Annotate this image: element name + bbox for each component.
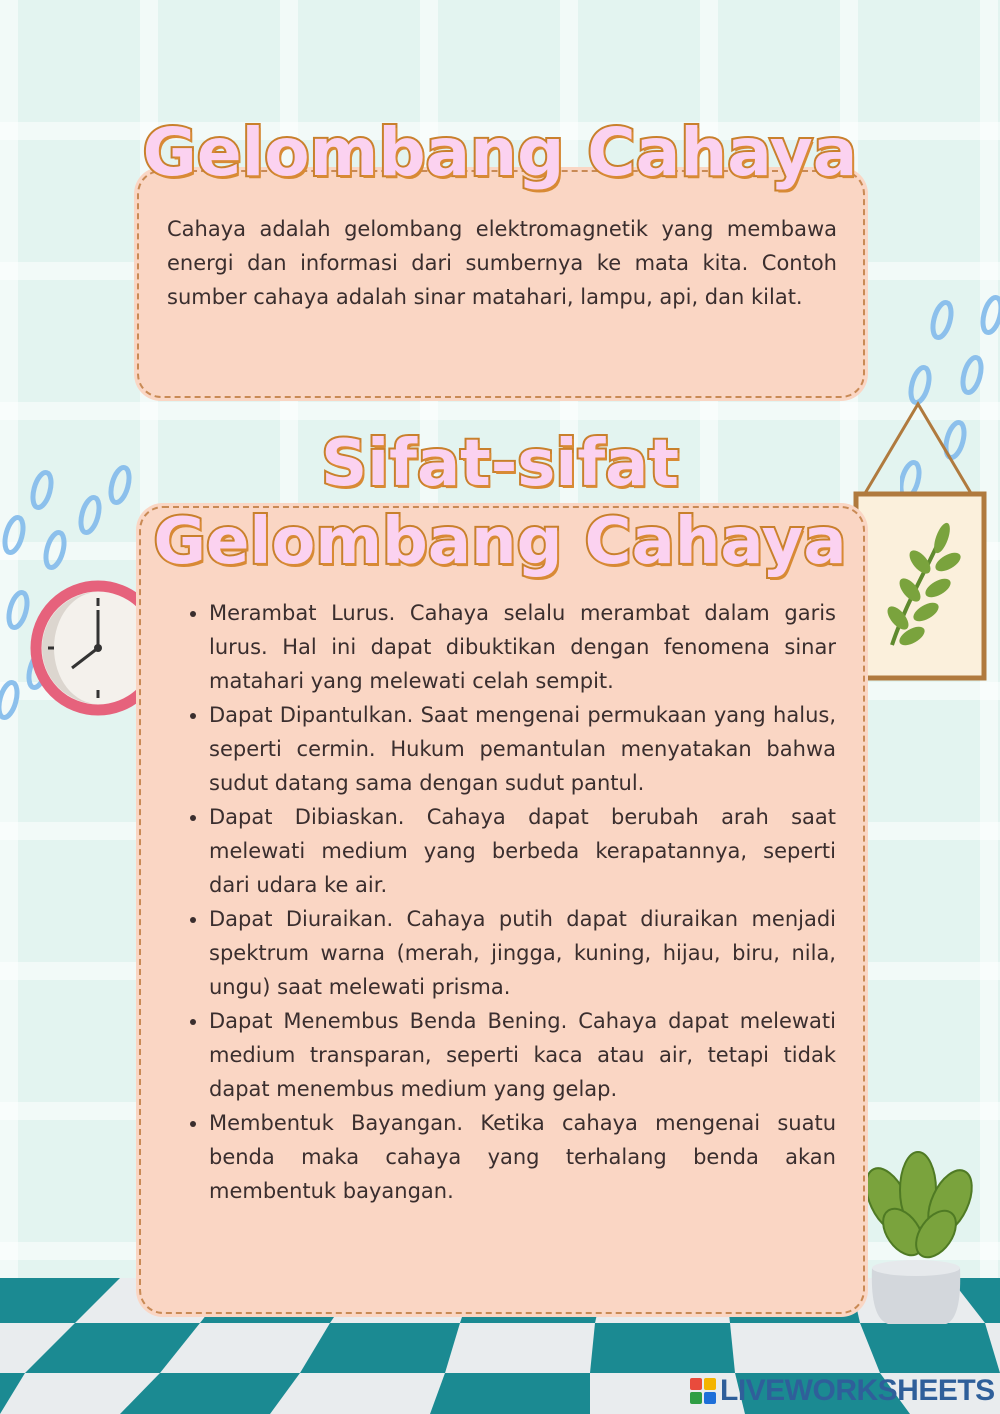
watermark-text: LIVEWORKSHEETS [720,1374,995,1407]
list-item: • Dapat Menembus Benda Bening. Cahaya dapat melewati medium transparan, seperti kaca atau air, tetapi tidak dapat menembus medium yang gelap. [209,1004,836,1106]
list-item: • Membentuk Bayangan. Ketika cahaya mengenai suatu benda maka cahaya yang terhalang benda akan membentuk bayangan. [209,1106,836,1208]
section-title-line2: Gelombang Cahaya [153,505,847,579]
liveworksheets-logo-icon [690,1378,716,1404]
list-item: • Dapat Dibiaskan. Cahaya dapat berubah arah saat melewati medium yang berbeda kerapatannya, seperti dari udara ke air. [209,800,836,902]
liveworksheets-watermark [690,1374,995,1408]
potted-plant-icon [858,1150,978,1330]
list-item: • Dapat Diuraikan. Cahaya putih dapat diuraikan menjadi spektrum warna (merah, jingga, kuning, hijau, biru, nila, ungu) saat melewati prisma. [209,902,836,1004]
list-item: • Merambat Lurus. Cahaya selalu merambat dalam garis lurus. Hal ini dapat dibuktikan dengan fenomena sinar matahari yang melewati celah sempit. [209,596,836,698]
clock-icon [28,578,148,718]
intro-paragraph: Cahaya adalah gelombang elektromagnetik yang membawa energi dan informasi dari sumbernya ke mata kita. Contoh sumber cahaya adalah sinar matahari, lampu, api, dan kilat. [167,217,837,309]
leaf-frame-icon [852,400,992,685]
section-title-line1: Sifat-sifat [321,427,679,501]
properties-list [185,596,836,1208]
list-item: • Dapat Dipantulkan. Saat mengenai permukaan yang halus, seperti cermin. Hukum pemantulan menyatakan bahwa sudut datang sama dengan sudut pantul. [209,698,836,800]
page-title: Gelombang Cahaya [142,114,858,191]
section-title [140,425,860,581]
